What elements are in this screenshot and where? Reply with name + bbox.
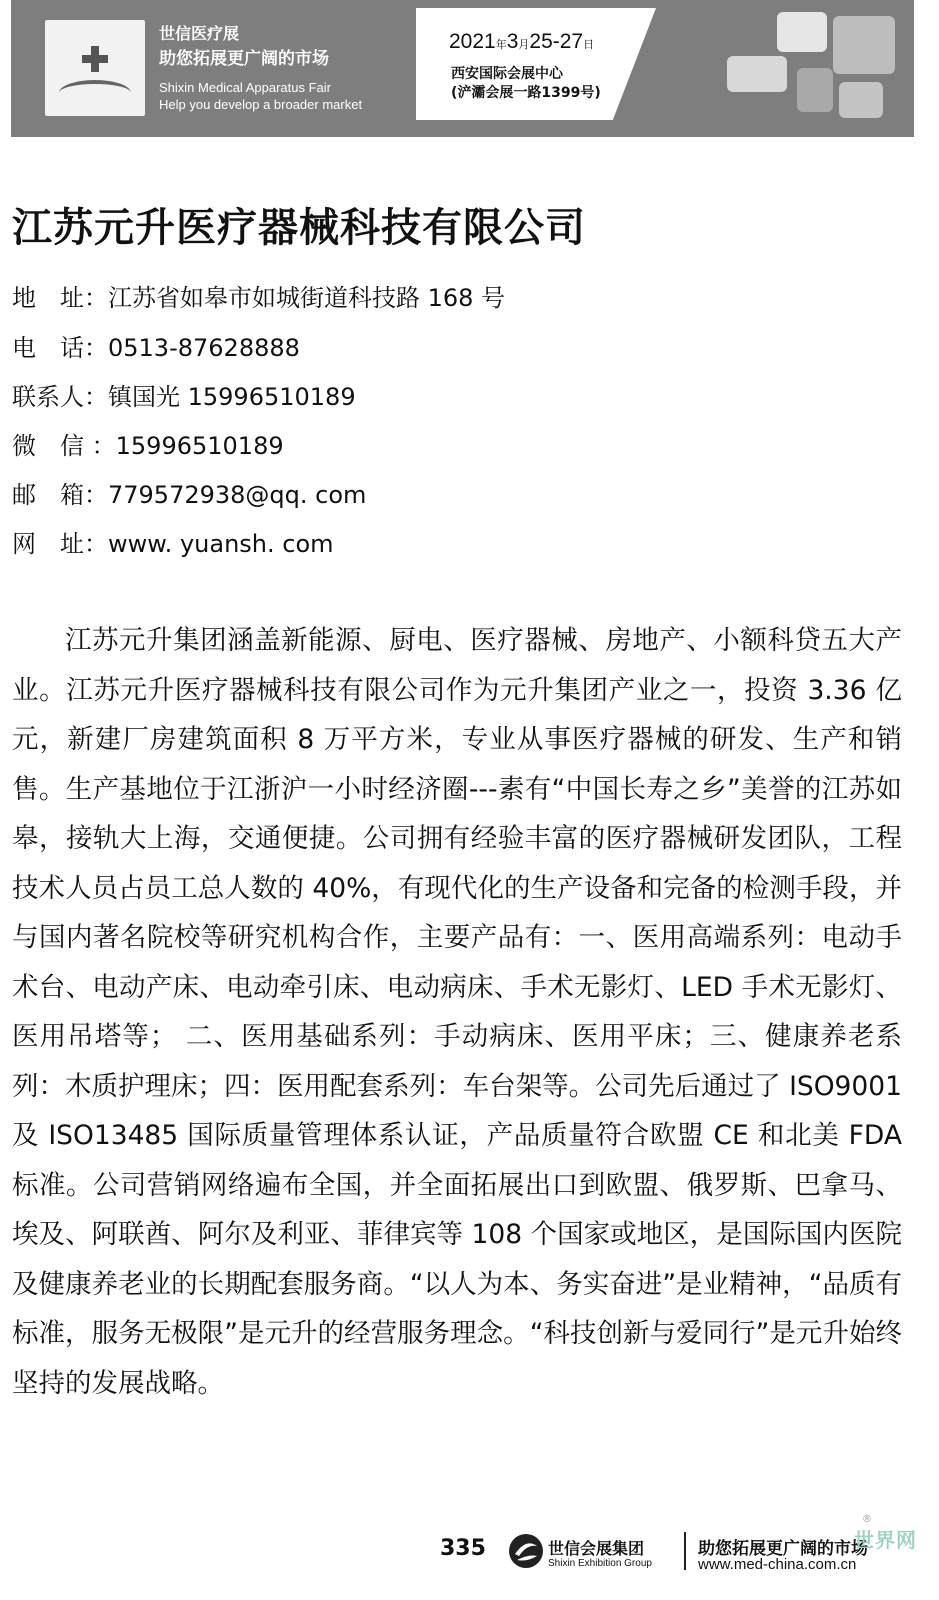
- group-name-en: Shixin Exhibition Group: [548, 1558, 652, 1569]
- email-value[interactable]: 779572938@qq. com: [108, 481, 367, 509]
- footer-divider: [684, 1532, 686, 1570]
- footer-slogan: 助您拓展更广阔的市场: [698, 1539, 868, 1559]
- address-row: [12, 278, 505, 313]
- contact-label: 联系人：: [12, 383, 108, 411]
- contact-value: 镇国光 15996510189: [108, 383, 356, 411]
- company-description: 江苏元升集团涵盖新能源、厨电、医疗器械、房地产、小额科贷五大产业。江苏元升医疗器械科技有限公司作为元升集团产业之一，投资 3.36 亿元，新建厂房建筑面积 8 万平方米，专业从事医疗器械的研发、生产和销售。生产基地位于江浙沪一小时经济圈---素有“中国长寿之乡”美誉的江苏如皋，接轨大上海，交通便捷。公司拥有经验丰富的医疗器械研发团队，工程技术人员占员工总人数的 40%，有现代化的生产设备和完备的检测手段，并与国内著名院校等研究机构合作，主要产品有：一、医用高端系列：电动手术台、电动产床、电动牵引床、电动病床、手术无影灯、LED 手术无影灯、医用吊塔等； 二、医用基础系列：手动病床、医用平床；三、健康养老系列：木质护理床；四：医用配套系列：车台架等。公司先后通过了 ISO9001 及 ISO13485 国际质量管理体系认证，产品质量符合欧盟 CE 和北美 FDA 标准。公司营销网络遍布全国，并全面拓展出口到欧盟、俄罗斯、巴拿马、埃及、阿联酋、阿尔及利亚、菲律宾等 108 个国家或地区，是国际国内医院及健康养老业的长期配套服务商。“以人为本、务实奋进”是业精神，“品质有标准，服务无极限”是元升的经营服务理念。“科技创新与爱同行”是元升始终坚持的发展战略。: [12, 625, 902, 1399]
- banner-en-line1: Shixin Medical Apparatus Fair: [159, 80, 331, 95]
- venue-name: 西安国际会展中心: [451, 66, 563, 82]
- email-label: 邮 箱：: [12, 481, 108, 509]
- page-number: 335: [440, 1536, 486, 1561]
- website-label: 网 址：: [12, 530, 108, 558]
- company-title: 江苏元升医疗器械科技有限公司: [12, 205, 586, 251]
- phone-row: [12, 328, 300, 363]
- wechat-label: 微 信 ：: [12, 432, 116, 460]
- group-logo-icon: [507, 1532, 545, 1570]
- medical-devices-image: [717, 6, 907, 124]
- banner-cn-line2: 助您拓展更广阔的市场: [159, 49, 329, 69]
- address-label: 地 址：: [12, 284, 108, 312]
- fair-logo: [45, 20, 145, 116]
- email-row: [12, 475, 366, 510]
- medical-cross-icon: [82, 46, 108, 72]
- footer-url[interactable]: www.med-china.com.cn: [698, 1556, 857, 1573]
- fair-banner: [11, 0, 914, 137]
- phone-value: 0513-87628888: [108, 334, 300, 362]
- website-row: [12, 524, 334, 559]
- fair-date: 2021年3月25-27日: [449, 30, 595, 53]
- contact-row: [12, 377, 356, 412]
- banner-cn-line1: 世信医疗展: [159, 24, 240, 43]
- registered-mark: ®: [862, 1514, 872, 1525]
- banner-en-line2: Help you develop a broader market: [159, 97, 363, 112]
- venue-address: (浐灞会展一路1399号): [451, 85, 601, 101]
- website-value[interactable]: www. yuansh. com: [108, 530, 334, 558]
- wechat-row: [12, 426, 284, 461]
- book-arc-icon: [59, 80, 131, 106]
- address-value: 江苏省如皋市如城街道科技路 168 号: [108, 284, 506, 312]
- group-name: 世信会展集团: [548, 1539, 645, 1558]
- page-footer: [0, 1514, 939, 1600]
- phone-label: 电 话：: [12, 334, 108, 362]
- watermark: 世界网: [854, 1528, 917, 1552]
- wechat-value: 15996510189: [115, 432, 284, 460]
